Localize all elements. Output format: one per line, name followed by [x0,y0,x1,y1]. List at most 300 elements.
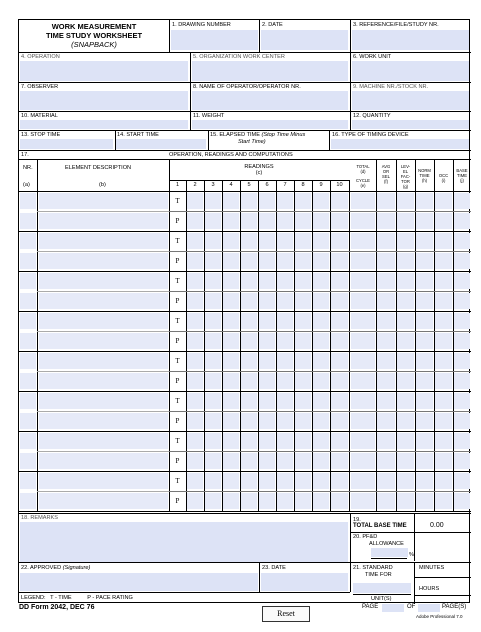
operation-field[interactable] [20,61,188,81]
reading-cell[interactable] [277,313,293,329]
computation-cell[interactable] [416,413,433,429]
computation-cell[interactable] [397,253,414,269]
reading-cell[interactable] [205,493,221,509]
reading-cell[interactable] [295,313,311,329]
computation-cell[interactable] [377,193,395,209]
reading-cell[interactable] [259,373,275,389]
reading-cell[interactable] [223,193,239,209]
element-description-field[interactable] [39,393,168,409]
element-description-field[interactable] [39,493,168,509]
reading-cell[interactable] [205,233,221,249]
computation-cell[interactable] [397,293,414,309]
form-id: DD Form 2042, DEC 76 [19,604,95,611]
computation-cell[interactable] [454,433,470,449]
nr-field[interactable] [20,453,36,469]
reading-cell[interactable] [259,493,275,509]
reading-cell[interactable] [205,473,221,489]
computation-cell[interactable] [454,313,470,329]
reading-cell[interactable] [205,293,221,309]
reading-cell[interactable] [277,333,293,349]
reading-cell[interactable] [331,333,348,349]
reading-cell[interactable] [241,473,257,489]
reading-cell[interactable] [205,273,221,289]
reading-cell[interactable] [223,273,239,289]
reading-cell[interactable] [241,233,257,249]
computation-cell[interactable] [435,373,452,389]
work-unit-field[interactable] [352,61,469,81]
title-line-3: (SNAPBACK) [71,40,117,49]
reading-cell[interactable] [277,293,293,309]
reading-cell[interactable] [241,253,257,269]
reading-cell[interactable] [259,193,275,209]
reading-cell[interactable] [295,253,311,269]
reading-cell[interactable] [223,493,239,509]
stop-time-field[interactable] [20,139,113,149]
computation-cell[interactable] [377,233,395,249]
operator-field[interactable] [192,91,348,110]
reading-cell[interactable] [313,333,329,349]
nr-field[interactable] [20,293,36,309]
weight-field[interactable] [192,120,348,129]
computation-cell[interactable] [454,453,470,469]
computation-cell[interactable] [351,293,375,309]
reading-cell[interactable] [205,453,221,469]
computation-cell[interactable] [377,473,395,489]
computation-cell[interactable] [435,293,452,309]
computation-cell[interactable] [397,373,414,389]
computation-cell[interactable] [351,193,375,209]
computation-cell[interactable] [416,333,433,349]
unit-count-field[interactable] [353,583,411,593]
start-time-field[interactable] [116,139,206,149]
element-description-field[interactable] [39,433,168,449]
reading-cell[interactable] [331,453,348,469]
computation-cell[interactable] [397,393,414,409]
reading-cell[interactable] [295,433,311,449]
element-description-field[interactable] [39,333,168,349]
reading-cell[interactable] [259,233,275,249]
reading-cell[interactable] [277,493,293,509]
computation-cell[interactable] [454,213,470,229]
computation-cell[interactable] [397,473,414,489]
computation-cell[interactable] [416,353,433,369]
reading-cell[interactable] [223,233,239,249]
reading-cell[interactable] [259,413,275,429]
reading-cell[interactable] [331,353,348,369]
computation-cell[interactable] [416,453,433,469]
computation-cell[interactable] [377,453,395,469]
computation-cell[interactable] [351,333,375,349]
reading-cell[interactable] [259,473,275,489]
reading-cell[interactable] [295,353,311,369]
reading-cell[interactable] [277,213,293,229]
nr-field[interactable] [20,233,36,249]
reading-cell[interactable] [187,373,203,389]
reading-cell[interactable] [295,413,311,429]
reading-cell[interactable] [259,313,275,329]
reading-cell[interactable] [223,353,239,369]
reset-button[interactable]: Reset [262,606,310,622]
reading-cell[interactable] [313,273,329,289]
computation-cell[interactable] [377,413,395,429]
element-description-field[interactable] [39,353,168,369]
reading-cell[interactable] [331,253,348,269]
reading-cell[interactable] [187,413,203,429]
reference-field[interactable] [352,30,469,50]
reading-cell[interactable] [223,293,239,309]
element-description-field[interactable] [39,193,168,209]
reading-cell[interactable] [277,473,293,489]
element-description-field[interactable] [39,253,168,269]
reading-cell[interactable] [277,413,293,429]
computation-cell[interactable] [351,413,375,429]
reading-cell[interactable] [205,313,221,329]
computation-cell[interactable] [454,193,470,209]
computation-cell[interactable] [351,433,375,449]
computation-cell[interactable] [454,333,470,349]
computation-cell[interactable] [416,493,433,509]
reading-cell[interactable] [223,253,239,269]
element-description-field[interactable] [39,313,168,329]
computation-cell[interactable] [377,273,395,289]
approval-date-field[interactable] [261,573,348,591]
computation-cell[interactable] [377,313,395,329]
computation-cell[interactable] [377,213,395,229]
reading-cell[interactable] [223,473,239,489]
reading-cell[interactable] [187,313,203,329]
reading-cell[interactable] [295,493,311,509]
computation-cell[interactable] [454,353,470,369]
reading-cell[interactable] [223,373,239,389]
computation-cell[interactable] [397,193,414,209]
computation-cell[interactable] [377,293,395,309]
computation-cell[interactable] [351,253,375,269]
nr-field[interactable] [20,473,36,489]
computation-cell[interactable] [435,393,452,409]
reading-cell[interactable] [187,393,203,409]
computation-cell[interactable] [416,233,433,249]
reading-cell[interactable] [313,253,329,269]
computation-cell[interactable] [435,413,452,429]
reading-cell[interactable] [331,273,348,289]
computation-cell[interactable] [397,233,414,249]
reading-cell[interactable] [295,393,311,409]
reading-cell[interactable] [241,293,257,309]
computation-cell[interactable] [435,333,452,349]
reading-cell[interactable] [295,193,311,209]
total-pages-field[interactable] [418,604,440,612]
computation-cell[interactable] [435,253,452,269]
computation-cell[interactable] [377,433,395,449]
weight-label: 11. WEIGHT [193,113,225,119]
reading-cell[interactable] [277,453,293,469]
element-description-field[interactable] [39,413,168,429]
element-description-field[interactable] [39,213,168,229]
reading-cell[interactable] [295,453,311,469]
computation-cell[interactable] [416,273,433,289]
reading-cell[interactable] [187,273,203,289]
reading-cell[interactable] [331,473,348,489]
reading-cell[interactable] [295,473,311,489]
computation-cell[interactable] [397,453,414,469]
computation-cell[interactable] [435,433,452,449]
reading-cell[interactable] [277,373,293,389]
computation-cell[interactable] [351,313,375,329]
computation-cell[interactable] [351,373,375,389]
reading-cell[interactable] [259,273,275,289]
reading-cell[interactable] [187,473,203,489]
nr-field[interactable] [20,313,36,329]
timing-device-field[interactable] [331,139,469,149]
reading-cell[interactable] [277,353,293,369]
computation-cell[interactable] [454,293,470,309]
reading-cell[interactable] [277,233,293,249]
computation-cell[interactable] [351,353,375,369]
reading-cell[interactable] [313,453,329,469]
reading-cell[interactable] [187,193,203,209]
reading-cell[interactable] [241,353,257,369]
reading-cell[interactable] [187,253,203,269]
reading-cell[interactable] [205,333,221,349]
nr-field[interactable] [20,373,36,389]
reading-cell[interactable] [187,453,203,469]
reading-cell[interactable] [295,273,311,289]
reading-cell[interactable] [241,333,257,349]
reading-cell[interactable] [259,353,275,369]
reading-cell[interactable] [187,333,203,349]
computation-cell[interactable] [377,333,395,349]
reading-cell[interactable] [241,213,257,229]
nr-field[interactable] [20,433,36,449]
computation-cell[interactable] [454,233,470,249]
computation-cell[interactable] [435,453,452,469]
nr-field[interactable] [20,193,36,209]
element-description-field[interactable] [39,233,168,249]
org-work-center-field[interactable] [192,61,348,81]
reading-cell[interactable] [205,213,221,229]
computation-cell[interactable] [454,253,470,269]
reading-cell[interactable] [295,213,311,229]
reading-cell[interactable] [241,393,257,409]
remarks-field[interactable] [20,522,348,562]
nr-field[interactable] [20,353,36,369]
computation-cell[interactable] [377,253,395,269]
computation-cell[interactable] [416,193,433,209]
reading-cell[interactable] [313,373,329,389]
computation-cell[interactable] [351,233,375,249]
computation-cell[interactable] [416,393,433,409]
reading-cell[interactable] [313,413,329,429]
reading-cell[interactable] [295,233,311,249]
reading-cell[interactable] [313,433,329,449]
computation-cell[interactable] [435,473,452,489]
reading-cell[interactable] [241,313,257,329]
reading-cell[interactable] [205,353,221,369]
reading-cell[interactable] [259,213,275,229]
page-number-field[interactable] [382,604,404,612]
reading-cell[interactable] [241,273,257,289]
reading-cell[interactable] [313,213,329,229]
computation-cell[interactable] [397,273,414,289]
element-description-field[interactable] [39,273,168,289]
computation-cell[interactable] [397,493,414,509]
nr-field[interactable] [20,493,36,509]
machine-field[interactable] [352,91,469,110]
reading-cell[interactable] [295,333,311,349]
observer-field[interactable] [20,91,188,110]
computation-cell[interactable] [416,473,433,489]
computation-cell[interactable] [397,413,414,429]
element-description-field[interactable] [39,473,168,489]
element-description-field[interactable] [39,373,168,389]
reading-cell[interactable] [277,273,293,289]
computation-cell[interactable] [454,393,470,409]
nr-field[interactable] [20,333,36,349]
reading-cell[interactable] [241,373,257,389]
reading-cell[interactable] [313,313,329,329]
reading-cell[interactable] [313,353,329,369]
reading-cell[interactable] [223,313,239,329]
computation-cell[interactable] [351,213,375,229]
reading-cell[interactable] [295,293,311,309]
reading-cell[interactable] [187,353,203,369]
computation-cell[interactable] [454,373,470,389]
reading-cell[interactable] [313,293,329,309]
computation-cell[interactable] [416,433,433,449]
computation-cell[interactable] [397,433,414,449]
reading-cell[interactable] [259,253,275,269]
reading-cell[interactable] [331,373,348,389]
computation-cell[interactable] [435,353,452,369]
computation-cell[interactable] [454,473,470,489]
reading-cell[interactable] [313,193,329,209]
reading-cell[interactable] [259,333,275,349]
nr-field[interactable] [20,273,36,289]
computation-cell[interactable] [377,493,395,509]
reading-cell[interactable] [331,193,348,209]
computation-cell[interactable] [435,213,452,229]
reading-cell[interactable] [259,453,275,469]
reading-cell[interactable] [241,413,257,429]
nr-field[interactable] [20,213,36,229]
element-description-field[interactable] [39,453,168,469]
reading-cell[interactable] [223,453,239,469]
computation-cell[interactable] [454,493,470,509]
reading-cell[interactable] [277,433,293,449]
quantity-field[interactable] [352,120,469,129]
date-field[interactable] [261,30,348,50]
reading-cell[interactable] [313,393,329,409]
reading-col-2-header: 2 [193,182,197,188]
computation-cell[interactable] [397,313,414,329]
computation-cell[interactable] [397,333,414,349]
reading-cell[interactable] [205,193,221,209]
computation-cell[interactable] [435,233,452,249]
col-base-header [453,168,471,183]
reading-cell[interactable] [313,233,329,249]
reading-cell[interactable] [277,253,293,269]
reading-cell[interactable] [331,433,348,449]
element-description-field[interactable] [39,293,168,309]
drawing-number-field[interactable] [171,30,258,50]
computation-cell[interactable] [397,353,414,369]
reading-cell[interactable] [331,493,348,509]
reading-cell[interactable] [223,413,239,429]
nr-field[interactable] [20,253,36,269]
computation-cell[interactable] [351,473,375,489]
computation-cell[interactable] [377,393,395,409]
reading-cell[interactable] [331,213,348,229]
reading-cell[interactable] [331,413,348,429]
reading-cell[interactable] [205,373,221,389]
reading-cell[interactable] [223,213,239,229]
computation-cell[interactable] [416,313,433,329]
reading-cell[interactable] [331,313,348,329]
computation-cell[interactable] [416,253,433,269]
material-field[interactable] [20,120,188,129]
nr-field[interactable] [20,393,36,409]
reading-cell[interactable] [205,413,221,429]
reading-cell[interactable] [205,433,221,449]
reading-cell[interactable] [313,493,329,509]
computation-cell[interactable] [435,313,452,329]
reading-cell[interactable] [223,333,239,349]
reading-cell[interactable] [187,213,203,229]
computation-cell[interactable] [351,453,375,469]
reading-cell[interactable] [331,233,348,249]
pfd-allowance-field[interactable] [371,548,408,557]
approved-signature-field[interactable] [20,573,258,591]
reading-cell[interactable] [331,393,348,409]
reading-cell[interactable] [241,493,257,509]
reading-cell[interactable] [205,253,221,269]
computation-cell[interactable] [351,393,375,409]
computation-cell[interactable] [454,273,470,289]
reading-cell[interactable] [241,453,257,469]
reading-cell[interactable] [259,433,275,449]
computation-cell[interactable] [416,293,433,309]
computation-cell[interactable] [351,273,375,289]
reading-cell[interactable] [295,373,311,389]
reading-cell[interactable] [241,193,257,209]
computation-cell[interactable] [435,493,452,509]
reading-cell[interactable] [259,293,275,309]
computation-cell[interactable] [377,353,395,369]
computation-cell[interactable] [454,413,470,429]
reading-cell[interactable] [187,433,203,449]
computation-cell[interactable] [435,273,452,289]
computation-cell[interactable] [351,493,375,509]
reading-cell[interactable] [277,393,293,409]
computation-cell[interactable] [416,213,433,229]
reading-cell[interactable] [205,393,221,409]
computation-cell[interactable] [397,213,414,229]
reading-cell[interactable] [223,433,239,449]
reading-cell[interactable] [259,393,275,409]
reading-cell[interactable] [241,433,257,449]
reading-cell[interactable] [277,193,293,209]
nr-field[interactable] [20,413,36,429]
reading-cell[interactable] [223,393,239,409]
computation-cell[interactable] [435,193,452,209]
reading-cell[interactable] [331,293,348,309]
computation-cell[interactable] [416,373,433,389]
reading-cell[interactable] [187,293,203,309]
reading-cell[interactable] [313,473,329,489]
computation-cell[interactable] [377,373,395,389]
reading-cell[interactable] [187,493,203,509]
reading-cell[interactable] [187,233,203,249]
